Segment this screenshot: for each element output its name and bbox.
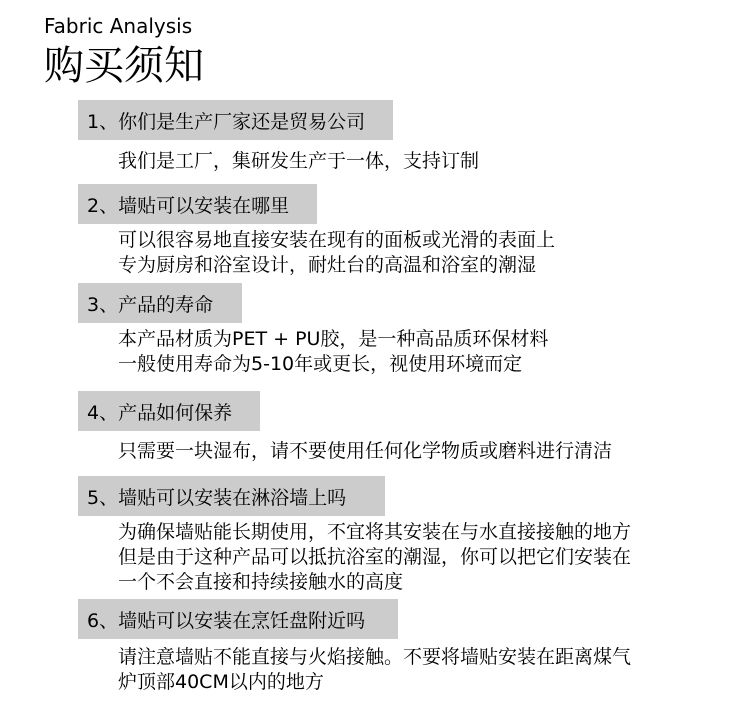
faq-question-6: 6、墙贴可以安装在烹饪盘附近吗 — [78, 599, 398, 639]
faq-question-3: 3、产品的寿命 — [78, 283, 242, 323]
answer-line: 一个不会直接和持续接触水的高度 — [118, 571, 404, 593]
faq-answer-1 — [118, 149, 479, 174]
faq-question-2: 2、墙贴可以安装在哪里 — [78, 184, 317, 224]
page-title: 购买须知 — [44, 43, 204, 89]
faq-answer-2 — [118, 228, 555, 278]
answer-line: 炉顶部40CM以内的地方 — [118, 671, 324, 693]
faq-answer-5 — [118, 520, 631, 595]
answer-line: 我们是工厂，集研发生产于一体，支持订制 — [118, 150, 480, 172]
answer-line: 可以很容易地直接安装在现有的面板或光滑的表面上 — [118, 229, 556, 251]
faq-answer-6 — [118, 645, 631, 695]
answer-line: 请注意墙贴不能直接与火焰接触。不要将墙贴安装在距离煤气 — [118, 646, 632, 668]
answer-line: 专为厨房和浴室设计，耐灶台的高温和浴室的潮湿 — [118, 254, 537, 276]
faq-question-1: 1、你们是生产厂家还是贸易公司 — [78, 100, 393, 140]
answer-line: 为确保墙贴能长期使用，不宜将其安装在与水直接接触的地方 — [118, 521, 632, 543]
answer-line: 一般使用寿命为5-10年或更长，视使用环境而定 — [118, 353, 523, 375]
answer-line: 但是由于这种产品可以抵抗浴室的潮湿，你可以把它们安装在 — [118, 546, 632, 568]
faq-answer-3 — [118, 327, 548, 377]
faq-question-4: 4、产品如何保养 — [78, 391, 260, 431]
page-subtitle: Fabric Analysis — [44, 14, 193, 38]
faq-question-5: 5、墙贴可以安装在淋浴墙上吗 — [78, 476, 385, 516]
faq-answer-4 — [118, 439, 612, 464]
answer-line: 只需要一块湿布，请不要使用任何化学物质或磨料进行清洁 — [118, 440, 613, 462]
answer-line: 本产品材质为PET + PU胶，是一种高品质环保材料 — [118, 328, 549, 350]
